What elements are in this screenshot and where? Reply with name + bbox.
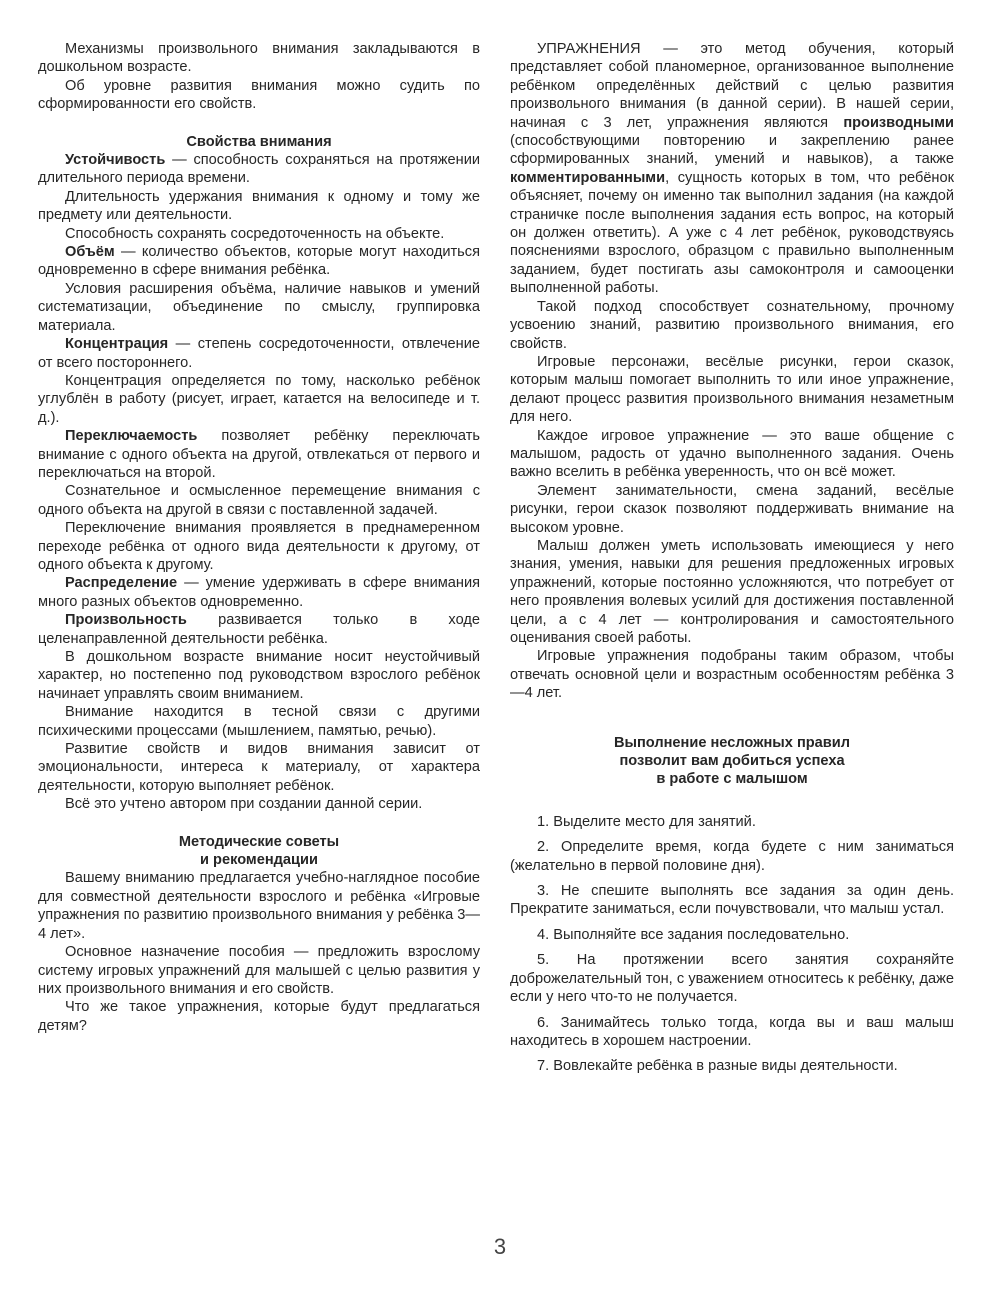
- rules-title-line-2: позволит вам добиться успеха: [619, 753, 845, 770]
- exercises-text-1: УПРАЖНЕНИЯ — это метод обучения, который представляет собой планомерное, организованное выполнение ребёнком определённых действий с целью развития произвольного внимания (в данной серии). В нашей серии, начиная с 3 лет, упражнения являются: [510, 41, 954, 131]
- concentration-paragraph: [38, 335, 480, 372]
- switching-definition: позволяет ребёнку переключать внимание с одного объекта на другой, отвлекаться от первого и переключаться на второй.: [38, 428, 480, 481]
- stability-definition: — способность сохраняться на протяжении длительного периода времени.: [38, 152, 480, 187]
- tail-paragraph-1: В дошкольном возрасте внимание носит неустойчивый характер, но постепенно под руководством взрослого ребёнок начинает управлять своим вниманием.: [38, 649, 480, 702]
- rule-item-6: 6. Занимайтесь только тогда, когда вы и ваш малыш находитесь в хорошем настроении.: [510, 1014, 954, 1049]
- volume-definition: — количество объектов, которые могут находиться одновременно в сфере внимания ребёнка.: [38, 244, 480, 279]
- rule-item-1: 1. Выделите место для занятий.: [537, 813, 756, 830]
- right-column: [510, 40, 954, 1083]
- volume-term: Объём: [65, 244, 115, 261]
- characters-paragraph: Игровые персонажи, весёлые рисунки, герои сказок, которым малыш помогает выполнить то или иное упражнение, делают процесс развития произвольного внимания незаметным для него.: [510, 353, 954, 426]
- section-title-properties: Свойства внимания: [186, 133, 332, 150]
- page-number: 3: [493, 1234, 507, 1259]
- exercises-text-2: (способствующими повторению и закреплению ранее сформированных знаний, умений и навыков), а также: [510, 133, 954, 168]
- communication-paragraph: Каждое игровое упражнение — это ваше общение с малышом, радость от удачно выполненного задания. Очень важно вселить в ребёнка уверенность, что он всё может.: [510, 427, 954, 481]
- stability-paragraph-3: Способность сохранять сосредоточенность на объекте.: [65, 225, 445, 242]
- switching-paragraph: [38, 427, 480, 482]
- section-title-methodical: [38, 833, 480, 870]
- approach-paragraph: Такой подход способствует сознательному, прочному усвоению знаний, развитию произвольного внимания, его свойств.: [510, 298, 954, 352]
- switching-paragraph-3: Переключение внимания проявляется в преднамеренном переходе ребёнка от одного вида деятельности к другому, от одного объекта к другому.: [38, 520, 480, 573]
- exercises-term-derived: производными: [843, 114, 954, 131]
- volume-paragraph: [38, 243, 480, 280]
- stability-term: Устойчивость: [65, 152, 166, 169]
- rule-item-4: 4. Выполняйте все задания последовательно.: [537, 926, 850, 943]
- method-paragraph-3: Что же такое упражнения, которые будут предлагаться детям?: [38, 999, 480, 1034]
- rules-title-line-1: Выполнение несложных правил: [613, 734, 851, 751]
- distribution-term: Распределение: [65, 575, 178, 592]
- section-title-methodical-line-1: Методические советы: [178, 833, 340, 850]
- rules-title: [510, 734, 954, 789]
- tail-paragraph-4: Всё это учтено автором при создании данной серии.: [65, 796, 423, 813]
- stability-paragraph-2: Длительность удержания внимания к одному и тому же предмету или деятельности.: [38, 188, 480, 224]
- distribution-paragraph: [38, 574, 480, 611]
- exercises-text-3: , сущность которых в том, что ребёнок объясняет, почему он именно так выполнил задания (на каждой страничке после выполнения задания есть вопрос, на который он должен ответить). А уже с 4 лет ребёнок, руководствуясь пояснениями взрослого, образцом с правильно выполненным заданием, будет постигать азы самоконтроля и самооценки выполненной работы.: [510, 169, 954, 297]
- intro-paragraph-2: Об уровне развития внимания можно судить по сформированности его свойств.: [38, 77, 480, 113]
- switching-paragraph-2: Сознательное и осмысленное перемещение внимания с одного объекта на другой в связи с поставленной задачей.: [38, 483, 480, 518]
- section-title-methodical-line-2: и рекомендации: [200, 852, 318, 869]
- rule-item-7: 7. Вовлекайте ребёнка в разные виды деятельности.: [537, 1058, 898, 1075]
- rule-item-2: 2. Определите время, когда будете с ним заниматься (желательно в первой половине дня).: [510, 839, 954, 874]
- entertainment-paragraph: Элемент занимательности, смена заданий, весёлые рисунки, герои сказок позволяют поддерживать внимание на высоком уровне.: [510, 482, 954, 536]
- tail-paragraph-2: Внимание находится в тесной связи с другими психическими процессами (мышлением, памятью, речью).: [38, 704, 480, 739]
- switching-term: Переключаемость: [65, 428, 198, 445]
- method-paragraph-2: Основное назначение пособия — предложить взрослому систему игровых упражнений для малышей с целью развития у них произвольного внимания и его свойств.: [38, 944, 480, 997]
- method-paragraph-1: Вашему вниманию предлагается учебно-наглядное пособие для совместной деятельности взрослого и ребёнка «Игровые упражнения по развитию произвольного внимания у ребёнка 3—4 лет».: [38, 870, 480, 942]
- rule-item-5: 5. На протяжении всего занятия сохраняйте доброжелательный тон, с уважением относитесь к ребёнку, даже если у него что-то не получается.: [510, 952, 954, 1006]
- concentration-term: Концентрация: [65, 336, 169, 353]
- arbitrariness-paragraph: [38, 611, 480, 648]
- arbitrariness-term: Произвольность: [65, 612, 187, 629]
- exercises-paragraph: [510, 40, 954, 298]
- exercises-term-commented: комментированными: [510, 169, 666, 186]
- skills-paragraph: Малыш должен уметь использовать имеющиеся у него знания, умения, навыки для решения предложенных игровых упражнений, которые постоянно усложняются, что потребует от него проявления волевых усилий для достижения поставленной цели, а с 4 лет — контролирования и самостоятельного оценивания своей работы.: [510, 537, 954, 646]
- left-column: [38, 40, 480, 1035]
- selection-paragraph: Игровые упражнения подобраны таким образом, чтобы отвечать основной цели и возрастным особенностям ребёнка 3—4 лет.: [510, 648, 954, 702]
- rules-list: [510, 813, 954, 1076]
- arbitrariness-definition: развивается только в ходе целенаправленной деятельности ребёнка.: [38, 612, 480, 647]
- intro-paragraph-1: Механизмы произвольного внимания закладываются в дошкольном возрасте.: [38, 41, 480, 76]
- distribution-definition: — умение удерживать в сфере внимания много разных объектов одновременно.: [38, 575, 480, 610]
- volume-paragraph-2: Условия расширения объёма, наличие навыков и умений систематизации, объединение по смыслу, группировка материала.: [38, 280, 480, 334]
- stability-paragraph: [38, 151, 480, 188]
- rules-title-line-3: в работе с малышом: [656, 771, 808, 788]
- concentration-definition: — степень сосредоточенности, отвлечение от всего постороннего.: [38, 336, 480, 371]
- rule-item-3: 3. Не спешите выполнять все задания за один день. Прекратите заниматься, если почувствовали, что малыш устал.: [510, 883, 954, 918]
- concentration-paragraph-2: Концентрация определяется по тому, насколько ребёнок углублён в работу (рисует, играет, катается на велосипеде и т. д.).: [38, 372, 480, 426]
- tail-paragraph-3: Развитие свойств и видов внимания зависит от эмоциональности, интереса к материалу, от характера деятельности, которую выполняет ребёнок.: [38, 741, 480, 794]
